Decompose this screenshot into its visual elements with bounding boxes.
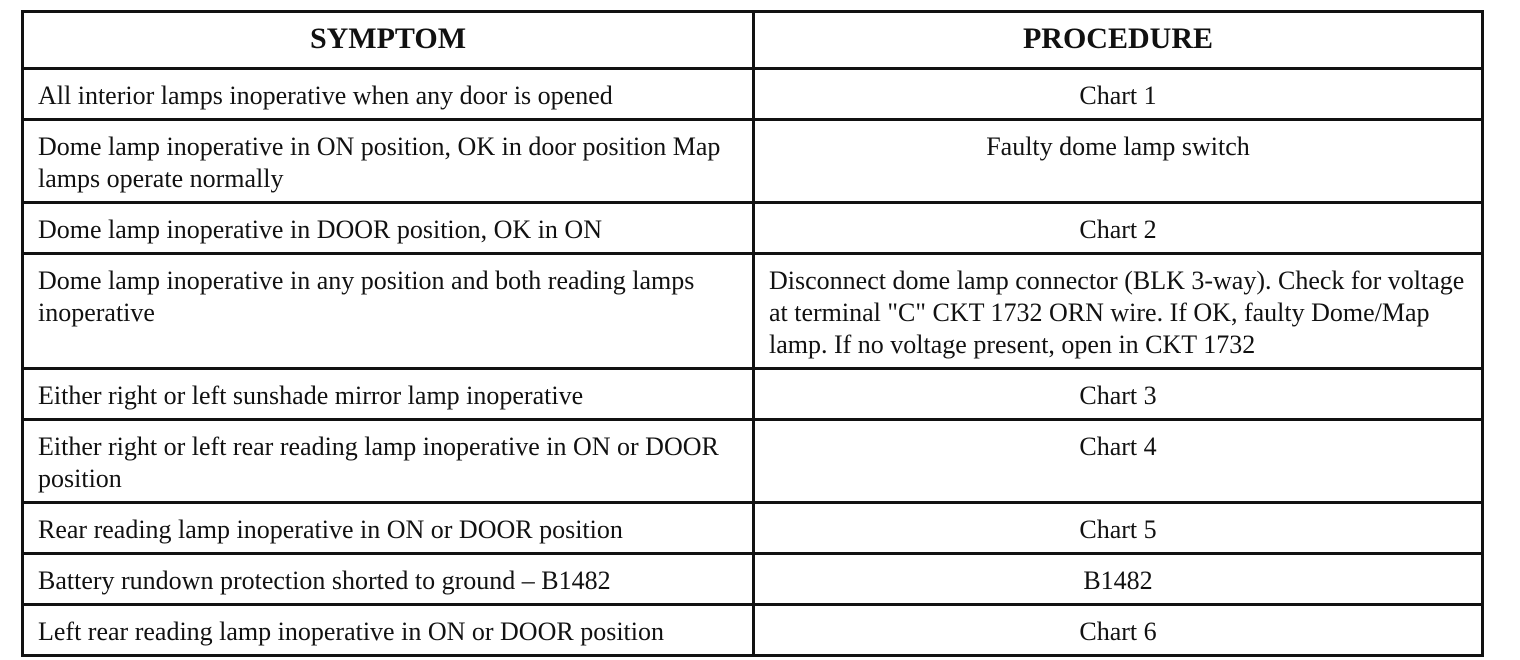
table-row: [23, 203, 1483, 254]
symptom-cell: Battery rundown protection shorted to ground – B1482: [23, 554, 754, 605]
table-row: [23, 120, 1483, 203]
table-row: [23, 554, 1483, 605]
procedure-cell: Chart 5: [754, 503, 1483, 554]
procedure-column-header: PROCEDURE: [754, 12, 1483, 69]
symptom-cell: Rear reading lamp inoperative in ON or DOOR position: [23, 503, 754, 554]
header-row: [23, 12, 1483, 69]
symptom-cell: Either right or left sunshade mirror lamp inoperative: [23, 369, 754, 420]
table-row: [23, 369, 1483, 420]
procedure-cell: Faulty dome lamp switch: [754, 120, 1483, 203]
symptom-procedure-table: [21, 10, 1484, 657]
symptom-cell: Dome lamp inoperative in any position and both reading lamps inoperative: [23, 254, 754, 369]
table-row: [23, 69, 1483, 120]
symptom-cell: Dome lamp inoperative in ON position, OK in door position Map lamps operate normally: [23, 120, 754, 203]
procedure-cell: Chart 4: [754, 420, 1483, 503]
procedure-cell: Disconnect dome lamp connector (BLK 3-way). Check for voltage at terminal "C" CKT 1732 ORN wire. If OK, faulty Dome/Map lamp. If no voltage present, open in CKT 1732: [754, 254, 1483, 369]
symptom-cell: Left rear reading lamp inoperative in ON or DOOR position: [23, 605, 754, 656]
procedure-cell: Chart 2: [754, 203, 1483, 254]
table-row: [23, 420, 1483, 503]
table-row: [23, 254, 1483, 369]
symptom-cell: Either right or left rear reading lamp inoperative in ON or DOOR position: [23, 420, 754, 503]
procedure-cell: Chart 3: [754, 369, 1483, 420]
table-row: [23, 503, 1483, 554]
symptom-cell: Dome lamp inoperative in DOOR position, OK in ON: [23, 203, 754, 254]
symptom-cell: All interior lamps inoperative when any door is opened: [23, 69, 754, 120]
procedure-cell: Chart 1: [754, 69, 1483, 120]
procedure-cell: B1482: [754, 554, 1483, 605]
procedure-cell: Chart 6: [754, 605, 1483, 656]
symptom-column-header: SYMPTOM: [23, 12, 754, 69]
table-row: [23, 605, 1483, 656]
symptom-procedure-table-wrapper: [21, 10, 1481, 657]
